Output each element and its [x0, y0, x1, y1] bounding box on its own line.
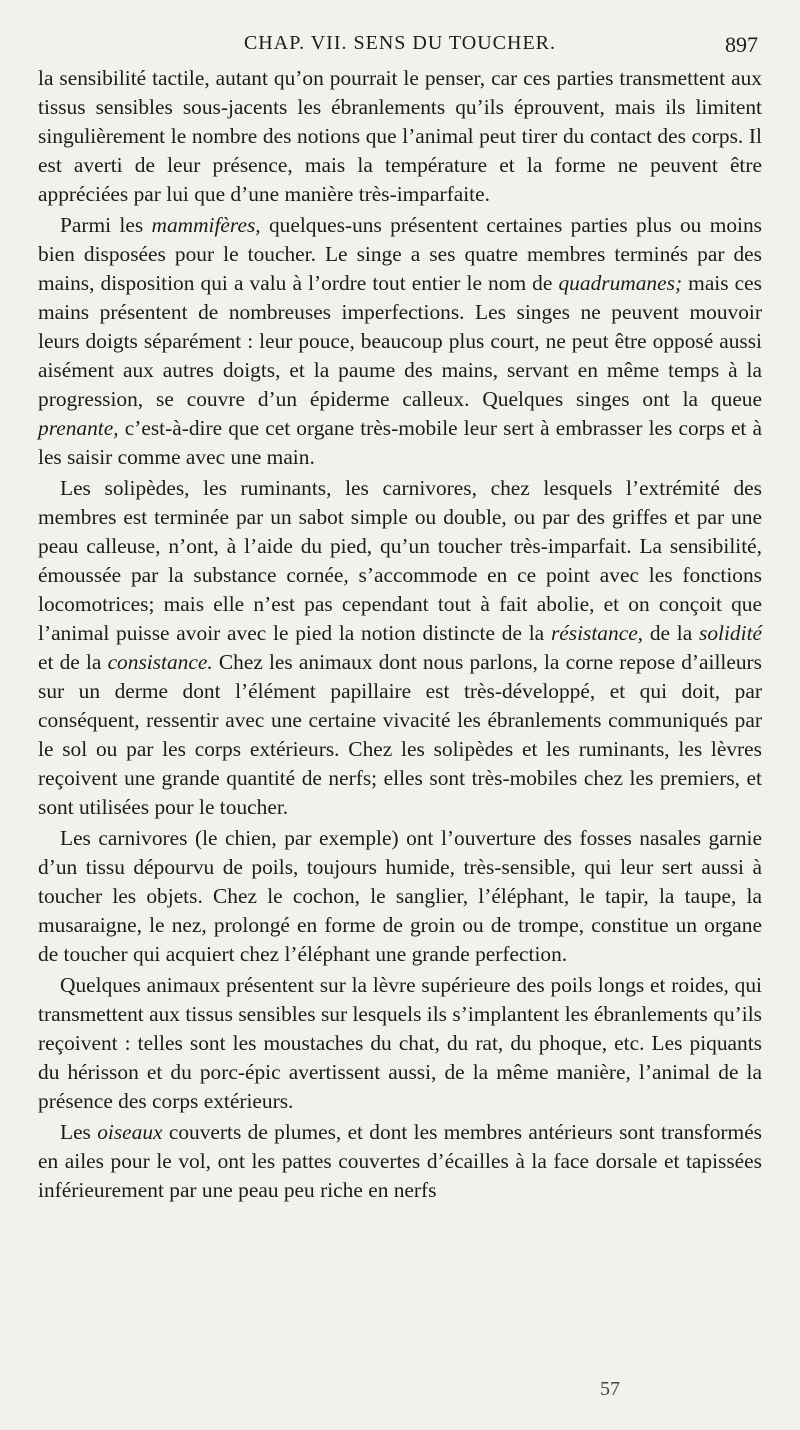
paragraph	[38, 971, 762, 1116]
body-text	[38, 64, 762, 1205]
text-run: Les	[60, 1120, 98, 1144]
text-run: Quelques animaux présentent sur la lèvre supérieure des poils longs et roides, qui transmettent aux tissus sensibles sur lesquels ils s’implantent les ébranlements qu’ils reçoivent : telles sont les moustaches du chat, du rat, du phoque, etc. Les piquants du hérisson et du porc-épic avertissent aussi, de la même manière, l’animal de la présence des corps extérieurs.	[38, 973, 762, 1113]
text-run: quelques-uns présentent certaines parties plus ou moins bien disposées pour le toucher. Le singe a ses quatre membres terminés par des mains, disposition qui a valu à l’ordre tout entier le nom de	[38, 213, 762, 295]
text-run: Les carnivores (le chien, par exemple) ont l’ouverture des fosses nasales garnie d’un tissu dépourvu de poils, toujours humide, très-sensible, qui leur sert aussi à toucher les objets. Chez le cochon, le sanglier, l’éléphant, le tapir, la taupe, la musaraigne, le nez, prolongé en forme de groin ou de trompe, constitue un organe de toucher qui acquiert chez l’éléphant une grande perfection.	[38, 826, 762, 966]
italic-term: consistance.	[107, 650, 213, 674]
italic-term: quadrumanes;	[558, 271, 683, 295]
page-number: 897	[725, 32, 758, 57]
paragraph	[38, 211, 762, 472]
italic-term: prenante,	[38, 416, 119, 440]
signature-mark: 57	[600, 1378, 620, 1400]
paragraph	[38, 824, 762, 969]
text-run: Les solipèdes, les ruminants, les carnivores, chez lesquels l’extrémité des membres est terminée par un sabot simple ou double, ou par des griffes et par une peau calleuse, n’ont, à l’aide du pied, qu’un toucher très-imparfait. La sensibilité, émoussée par la substance cornée, s’accommode en ce point avec les fonctions locomotrices; mais elle n’est pas cependant tout à fait abolie, et on conçoit que l’animal puisse avoir avec le pied la notion distincte de la	[38, 476, 762, 645]
chapter-title: CHAP. VII. SENS DU TOUCHER.	[243, 32, 557, 54]
text-run: c’est-à-dire que cet organe très-mobile leur sert à embrasser les corps et à les saisir comme avec une main.	[38, 416, 762, 469]
text-run: la sensibilité tactile, autant qu’on pourrait le penser, car ces parties transmettent aux tissus sensibles sous-jacents les ébranlements qu’ils éprouvent, mais ils limitent singulièrement le nombre des notions que l’animal peut tirer du contact des corps. Il est averti de leur présence, mais la température et la forme ne peuvent être appréciées par lui que d’une manière très-imparfaite.	[38, 66, 762, 206]
text-run: de la	[643, 621, 700, 645]
paragraph	[38, 1118, 762, 1205]
running-head	[38, 28, 762, 64]
paragraph	[38, 474, 762, 822]
italic-term: oiseaux	[97, 1120, 163, 1144]
italic-term: solidité	[699, 621, 763, 645]
italic-term: résistance,	[550, 621, 644, 645]
text-run: et de la	[38, 650, 108, 674]
text-run: Chez les animaux dont nous parlons, la corne repose d’ailleurs sur un derme dont l’élément papillaire est très-développé, et qui doit, par conséquent, ressentir avec une certaine vivacité les ébranlements communiqués par le sol ou par les corps extérieurs. Chez les solipèdes et les ruminants, les lèvres reçoivent une grande quantité de nerfs; elles sont très-mobiles chez les premiers, et sont utilisées pour le toucher.	[38, 650, 763, 819]
text-run: mais ces mains présentent de nombreuses imperfections. Les singes ne peuvent mouvoir leurs doigts séparément : leur pouce, beaucoup plus court, ne peut être opposé aussi aisément aux autres doigts, et la paume des mains, servant en même temps à la progression, se couvre d’un épiderme calleux. Quelques singes ont la queue	[38, 271, 762, 411]
text-run: couverts de plumes, et dont les membres antérieurs sont transformés en ailes pour le vol, ont les pattes couvertes d’écailles à la face dorsale et tapissées inférieurement par une peau peu riche en nerfs	[38, 1120, 763, 1202]
text-run: Parmi les	[60, 213, 152, 237]
italic-term: mammifères,	[151, 213, 261, 237]
paragraph	[38, 64, 762, 209]
